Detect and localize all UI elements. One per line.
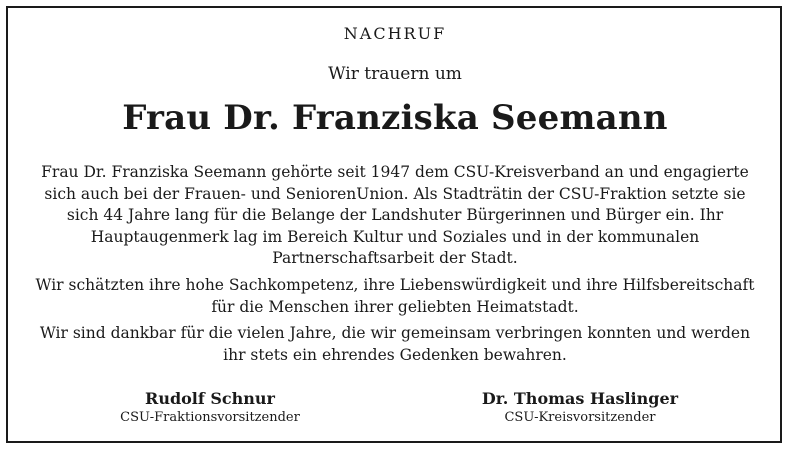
signatory-role: CSU-Fraktionsvorsitzender: [120, 410, 300, 425]
signatory-left: [60, 389, 360, 427]
signatory-role: CSU-Kreisvorsitzender: [504, 410, 656, 425]
signatory-right: [430, 389, 730, 427]
signatory-name: Rudolf Schnur: [145, 389, 275, 408]
deceased-name: Frau Dr. Franziska Seemann: [122, 98, 668, 138]
notice-intro: Wir trauern um: [328, 64, 462, 84]
paragraph-gratitude: Wir sind dankbar für die vielen Jahre, die wir gemeinsam verbringen konnten und werden ihr stets ein ehrendes Gedenken bewahren.: [39, 324, 751, 364]
paragraph-biography: Frau Dr. Franziska Seemann gehörte seit 1947 dem CSU-Kreisverband an und engagierte sich auch bei der Frauen- und SeniorenUnion. Als Stadträtin der CSU-Fraktion setzte sie sich 44 Jahre lang für die Belange der Landshuter Bürgerinnen und Bürger ein. Ihr Hauptaugenmerk lag im Bereich Kultur und Soziales und in der kommunalen Partnerschaftsarbeit der Stadt.: [41, 163, 749, 267]
signatory-name: Dr. Thomas Haslinger: [481, 389, 679, 408]
paragraph-appreciation: Wir schätzten ihre hohe Sachkompetenz, ihre Liebenswürdigkeit und ihre Hilfsbereitschaft für die Menschen ihrer geliebten Heimatstadt.: [35, 276, 755, 316]
notice-heading: NACHRUF: [343, 24, 447, 43]
